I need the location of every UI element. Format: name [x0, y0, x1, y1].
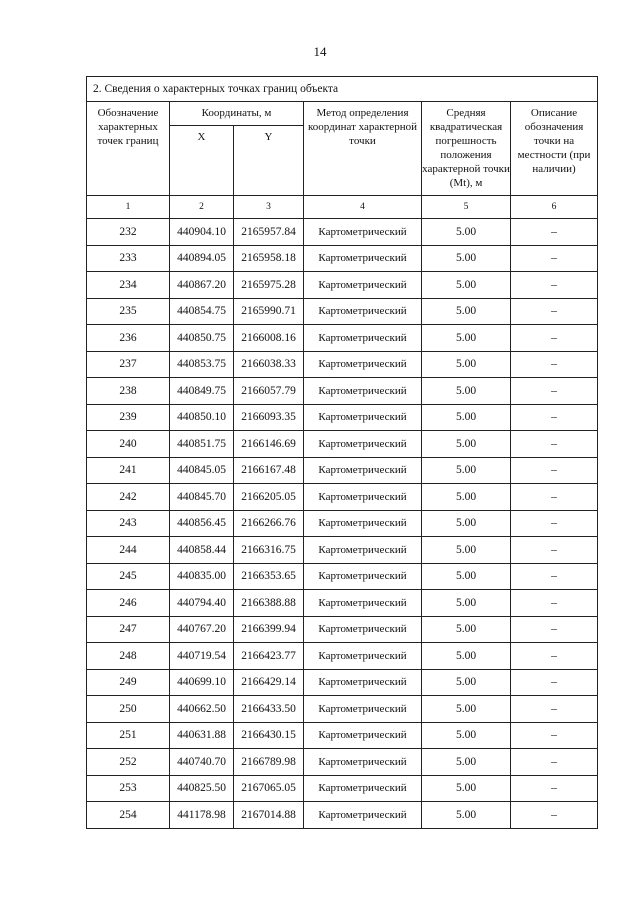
point-number-cell: 233: [87, 245, 170, 272]
method-cell: Картометрический: [304, 404, 422, 431]
coord-x-cell: 440894.05: [170, 245, 234, 272]
accuracy-cell: 5.00: [422, 537, 511, 564]
description-cell: –: [511, 563, 598, 590]
method-cell: Картометрический: [304, 219, 422, 246]
coord-y-cell: 2166146.69: [234, 431, 304, 458]
coord-y-cell: 2166388.88: [234, 590, 304, 617]
point-number-cell: 238: [87, 378, 170, 405]
accuracy-cell: 5.00: [422, 378, 511, 405]
coord-y-cell: 2166353.65: [234, 563, 304, 590]
coord-y-cell: 2165975.28: [234, 272, 304, 299]
accuracy-cell: 5.00: [422, 431, 511, 458]
accuracy-cell: 5.00: [422, 722, 511, 749]
table-row: [87, 696, 598, 723]
point-number-cell: 244: [87, 537, 170, 564]
table-row: [87, 590, 598, 617]
method-cell: Картометрический: [304, 245, 422, 272]
coord-x-cell: 440662.50: [170, 696, 234, 723]
method-cell: Картометрический: [304, 669, 422, 696]
coord-y-cell: 2166430.15: [234, 722, 304, 749]
table-row: [87, 616, 598, 643]
accuracy-cell: 5.00: [422, 669, 511, 696]
coord-x-cell: 440853.75: [170, 351, 234, 378]
point-number-cell: 243: [87, 510, 170, 537]
table-row: [87, 245, 598, 272]
boundary-points-table: [86, 76, 598, 829]
accuracy-cell: 5.00: [422, 590, 511, 617]
method-cell: Картометрический: [304, 722, 422, 749]
point-number-cell: 239: [87, 404, 170, 431]
point-number-cell: 250: [87, 696, 170, 723]
method-cell: Картометрический: [304, 325, 422, 352]
point-number-cell: 254: [87, 802, 170, 829]
section-title: 2. Сведения о характерных точках границ объекта: [87, 77, 598, 102]
table-row: [87, 272, 598, 299]
description-cell: –: [511, 457, 598, 484]
coord-y-cell: 2166316.75: [234, 537, 304, 564]
table-row: [87, 484, 598, 511]
point-number-cell: 247: [87, 616, 170, 643]
coord-x-cell: 440850.10: [170, 404, 234, 431]
table-row: [87, 749, 598, 776]
description-cell: –: [511, 616, 598, 643]
description-cell: –: [511, 351, 598, 378]
header-designation: Обозначение характерных точек границ: [87, 102, 170, 196]
coord-x-cell: 440740.70: [170, 749, 234, 776]
description-cell: –: [511, 431, 598, 458]
accuracy-cell: 5.00: [422, 643, 511, 670]
coord-y-cell: 2165990.71: [234, 298, 304, 325]
header-description: Описание обозначения точки на местности (при наличии): [511, 102, 598, 196]
coord-y-cell: 2166429.14: [234, 669, 304, 696]
description-cell: –: [511, 272, 598, 299]
point-number-cell: 241: [87, 457, 170, 484]
accuracy-cell: 5.00: [422, 351, 511, 378]
coord-x-cell: 440767.20: [170, 616, 234, 643]
table-row: [87, 351, 598, 378]
coord-x-cell: 441178.98: [170, 802, 234, 829]
method-cell: Картометрический: [304, 457, 422, 484]
column-number: 3: [234, 196, 304, 219]
header-coordinates: Координаты, м: [170, 102, 304, 126]
description-cell: –: [511, 298, 598, 325]
description-cell: –: [511, 484, 598, 511]
accuracy-cell: 5.00: [422, 749, 511, 776]
method-cell: Картометрический: [304, 378, 422, 405]
method-cell: Картометрический: [304, 351, 422, 378]
table-row: [87, 563, 598, 590]
coord-x-cell: 440794.40: [170, 590, 234, 617]
coord-y-cell: 2166038.33: [234, 351, 304, 378]
coord-x-cell: 440845.05: [170, 457, 234, 484]
description-cell: –: [511, 510, 598, 537]
accuracy-cell: 5.00: [422, 484, 511, 511]
table-row: [87, 298, 598, 325]
method-cell: Картометрический: [304, 537, 422, 564]
coord-y-cell: 2166266.76: [234, 510, 304, 537]
point-number-cell: 236: [87, 325, 170, 352]
point-number-cell: 232: [87, 219, 170, 246]
method-cell: Картометрический: [304, 616, 422, 643]
method-cell: Картометрический: [304, 802, 422, 829]
coord-y-cell: 2166057.79: [234, 378, 304, 405]
accuracy-cell: 5.00: [422, 802, 511, 829]
method-cell: Картометрический: [304, 563, 422, 590]
coord-x-cell: 440825.50: [170, 775, 234, 802]
coord-x-cell: 440699.10: [170, 669, 234, 696]
table-row: [87, 219, 598, 246]
table-row: [87, 722, 598, 749]
accuracy-cell: 5.00: [422, 298, 511, 325]
method-cell: Картометрический: [304, 510, 422, 537]
description-cell: –: [511, 696, 598, 723]
table-row: [87, 404, 598, 431]
point-number-cell: 252: [87, 749, 170, 776]
point-number-cell: 234: [87, 272, 170, 299]
point-number-cell: 246: [87, 590, 170, 617]
description-cell: –: [511, 537, 598, 564]
column-number-row: [87, 196, 598, 219]
coord-x-cell: 440849.75: [170, 378, 234, 405]
description-cell: –: [511, 749, 598, 776]
coord-y-cell: 2165958.18: [234, 245, 304, 272]
description-cell: –: [511, 802, 598, 829]
coord-y-cell: 2166433.50: [234, 696, 304, 723]
table-row: [87, 325, 598, 352]
accuracy-cell: 5.00: [422, 696, 511, 723]
description-cell: –: [511, 775, 598, 802]
coord-x-cell: 440856.45: [170, 510, 234, 537]
point-number-cell: 249: [87, 669, 170, 696]
table-row: [87, 457, 598, 484]
method-cell: Картометрический: [304, 696, 422, 723]
accuracy-cell: 5.00: [422, 404, 511, 431]
description-cell: –: [511, 722, 598, 749]
accuracy-cell: 5.00: [422, 219, 511, 246]
page-number: 14: [313, 44, 327, 59]
coord-y-cell: 2167065.05: [234, 775, 304, 802]
coord-y-cell: 2166423.77: [234, 643, 304, 670]
description-cell: –: [511, 325, 598, 352]
point-number-cell: 248: [87, 643, 170, 670]
description-cell: –: [511, 669, 598, 696]
coord-y-cell: 2166205.05: [234, 484, 304, 511]
description-cell: –: [511, 219, 598, 246]
method-cell: Картометрический: [304, 749, 422, 776]
table-row: [87, 431, 598, 458]
coord-x-cell: 440854.75: [170, 298, 234, 325]
point-number-cell: 245: [87, 563, 170, 590]
table-row: [87, 510, 598, 537]
column-number: 5: [422, 196, 511, 219]
point-number-cell: 242: [87, 484, 170, 511]
accuracy-cell: 5.00: [422, 563, 511, 590]
method-cell: Картометрический: [304, 590, 422, 617]
coord-x-cell: 440904.10: [170, 219, 234, 246]
coord-y-cell: 2166008.16: [234, 325, 304, 352]
coord-x-cell: 440850.75: [170, 325, 234, 352]
table-row: [87, 643, 598, 670]
header-x: X: [170, 126, 234, 196]
coord-y-cell: 2167014.88: [234, 802, 304, 829]
column-number: 4: [304, 196, 422, 219]
coord-x-cell: 440851.75: [170, 431, 234, 458]
coord-x-cell: 440845.70: [170, 484, 234, 511]
coord-x-cell: 440835.00: [170, 563, 234, 590]
method-cell: Картометрический: [304, 298, 422, 325]
coord-y-cell: 2165957.84: [234, 219, 304, 246]
coord-x-cell: 440631.88: [170, 722, 234, 749]
table-row: [87, 775, 598, 802]
coord-y-cell: 2166093.35: [234, 404, 304, 431]
accuracy-cell: 5.00: [422, 272, 511, 299]
method-cell: Картометрический: [304, 484, 422, 511]
method-cell: Картометрический: [304, 431, 422, 458]
header-method: Метод определения координат характерной точки: [304, 102, 422, 196]
table-row: [87, 669, 598, 696]
coord-y-cell: 2166167.48: [234, 457, 304, 484]
accuracy-cell: 5.00: [422, 245, 511, 272]
method-cell: Картометрический: [304, 775, 422, 802]
point-number-cell: 235: [87, 298, 170, 325]
point-number-cell: 253: [87, 775, 170, 802]
point-number-cell: 240: [87, 431, 170, 458]
coord-x-cell: 440867.20: [170, 272, 234, 299]
table-row: [87, 378, 598, 405]
method-cell: Картометрический: [304, 272, 422, 299]
accuracy-cell: 5.00: [422, 775, 511, 802]
header-y: Y: [234, 126, 304, 196]
description-cell: –: [511, 245, 598, 272]
method-cell: Картометрический: [304, 643, 422, 670]
accuracy-cell: 5.00: [422, 457, 511, 484]
accuracy-cell: 5.00: [422, 616, 511, 643]
accuracy-cell: 5.00: [422, 325, 511, 352]
coord-y-cell: 2166789.98: [234, 749, 304, 776]
table-row: [87, 802, 598, 829]
table-row: [87, 537, 598, 564]
accuracy-cell: 5.00: [422, 510, 511, 537]
point-number-cell: 237: [87, 351, 170, 378]
coord-x-cell: 440858.44: [170, 537, 234, 564]
coord-y-cell: 2166399.94: [234, 616, 304, 643]
column-number: 1: [87, 196, 170, 219]
column-number: 6: [511, 196, 598, 219]
coord-x-cell: 440719.54: [170, 643, 234, 670]
description-cell: –: [511, 590, 598, 617]
header-accuracy: Средняя квадратическая погрешность положения характерной точки (Mt), м: [422, 102, 511, 196]
point-number-cell: 251: [87, 722, 170, 749]
description-cell: –: [511, 378, 598, 405]
table-body: [87, 219, 598, 829]
column-number: 2: [170, 196, 234, 219]
description-cell: –: [511, 404, 598, 431]
description-cell: –: [511, 643, 598, 670]
